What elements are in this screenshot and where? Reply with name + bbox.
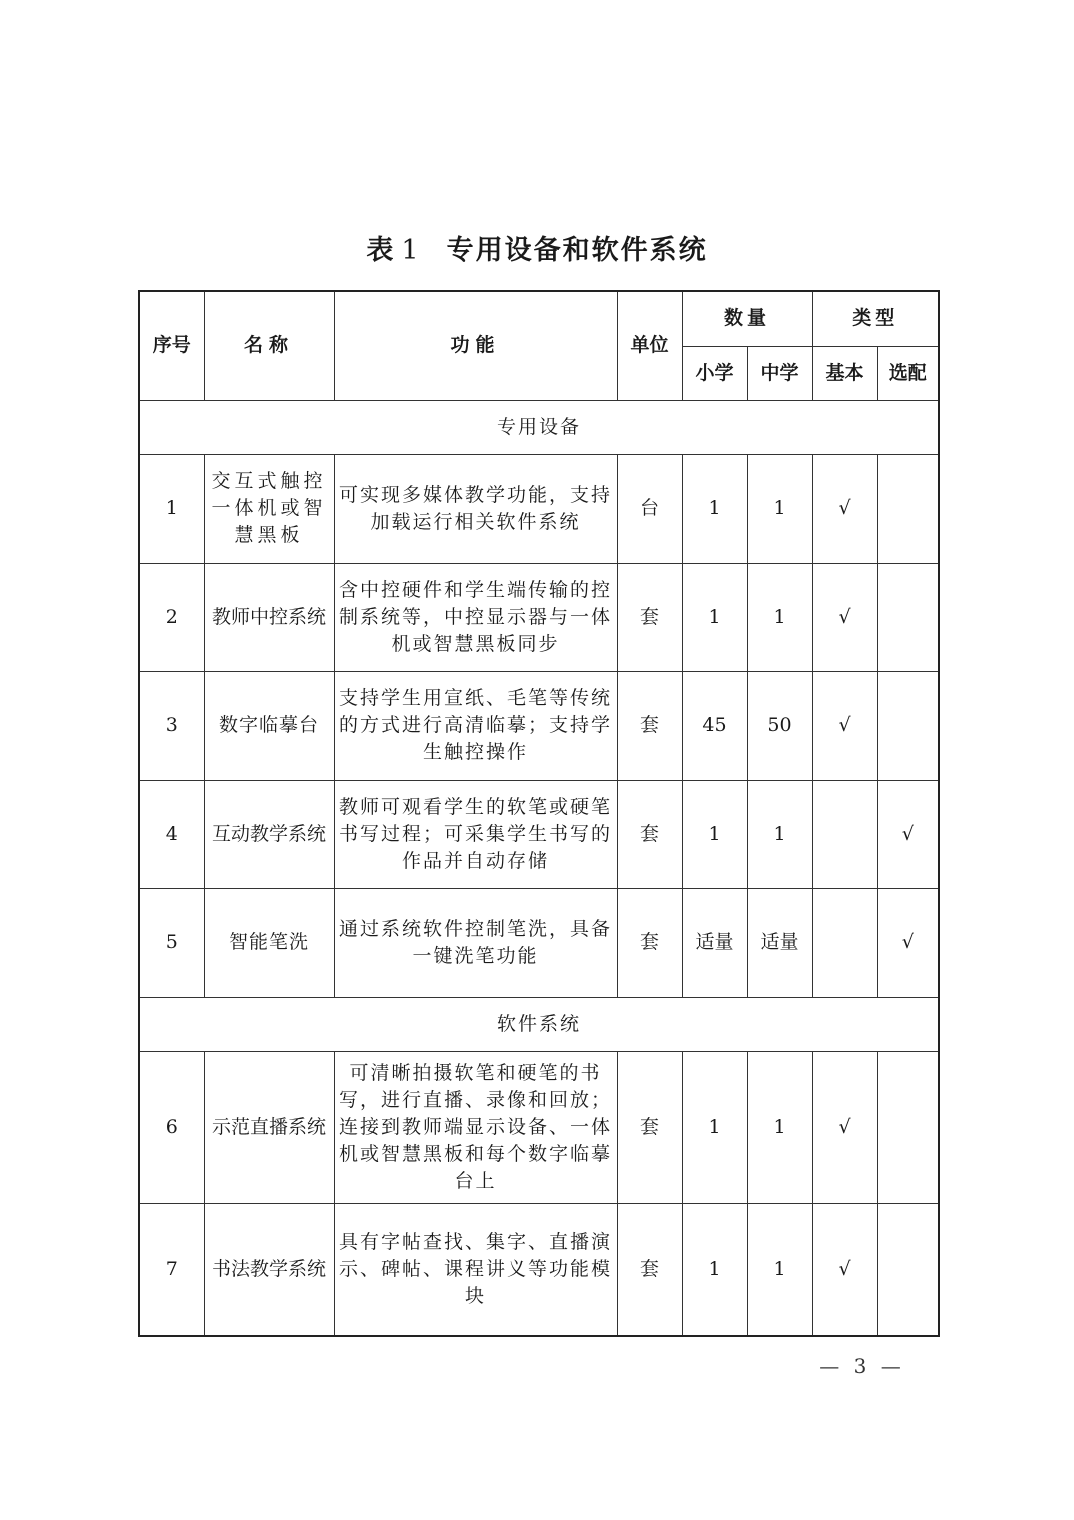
row-basic	[812, 780, 877, 888]
table-title-prefix: 表	[366, 235, 396, 266]
row-middle: 1	[747, 563, 812, 671]
row-unit: 套	[617, 1203, 682, 1336]
header-primary: 小学	[682, 346, 747, 400]
row-name: 交互式触控一体机或智慧黑板	[204, 454, 334, 563]
row-optional	[877, 454, 939, 563]
row-seq: 3	[139, 671, 204, 780]
row-primary: 1	[682, 780, 747, 888]
header-basic: 基本	[812, 346, 877, 400]
row-middle: 1	[747, 1203, 812, 1336]
section-label-equipment: 专用设备	[139, 400, 939, 454]
row-seq: 4	[139, 780, 204, 888]
table-title-text: 专用设备和软件系统	[446, 235, 708, 266]
row-seq: 7	[139, 1203, 204, 1336]
row-function: 含中控硬件和学生端传输的控制系统等，中控显示器与一体机或智慧黑板同步	[334, 563, 617, 671]
row-seq: 5	[139, 888, 204, 997]
row-primary: 1	[682, 454, 747, 563]
row-unit: 套	[617, 563, 682, 671]
row-basic	[812, 888, 877, 997]
row-function: 支持学生用宣纸、毛笔等传统的方式进行高清临摹；支持学生触控操作	[334, 671, 617, 780]
table-row	[139, 1203, 939, 1336]
row-optional: √	[877, 780, 939, 888]
row-function: 具有字帖查找、集字、直播演示、碑帖、课程讲义等功能模块	[334, 1203, 617, 1336]
row-middle: 50	[747, 671, 812, 780]
table-row	[139, 780, 939, 888]
row-primary: 1	[682, 563, 747, 671]
section-label-software: 软件系统	[139, 997, 939, 1051]
row-basic: √	[812, 454, 877, 563]
row-middle: 适量	[747, 888, 812, 997]
row-unit: 套	[617, 888, 682, 997]
row-function: 可清晰拍摄软笔和硬笔的书写，进行直播、录像和回放；连接到教师端显示设备、一体机或智慧黑板和每个数字临摹台上	[334, 1051, 617, 1203]
row-function: 通过系统软件控制笔洗，具备一键洗笔功能	[334, 888, 617, 997]
row-basic: √	[812, 1203, 877, 1336]
header-unit: 单位	[617, 291, 682, 400]
row-primary: 45	[682, 671, 747, 780]
row-primary: 1	[682, 1051, 747, 1203]
table-title	[0, 228, 1074, 267]
row-basic: √	[812, 563, 877, 671]
table-row	[139, 454, 939, 563]
header-type: 类型	[812, 291, 939, 346]
table-title-number: 1	[401, 235, 421, 266]
row-name: 智能笔洗	[204, 888, 334, 997]
row-seq: 6	[139, 1051, 204, 1203]
header-optional: 选配	[877, 346, 939, 400]
row-function: 教师可观看学生的软笔或硬笔书写过程；可采集学生书写的作品并自动存储	[334, 780, 617, 888]
header-function: 功能	[334, 291, 617, 400]
row-middle: 1	[747, 1051, 812, 1203]
row-unit: 套	[617, 1051, 682, 1203]
row-basic: √	[812, 1051, 877, 1203]
row-name: 示范直播系统	[204, 1051, 334, 1203]
row-optional	[877, 671, 939, 780]
row-unit: 套	[617, 671, 682, 780]
row-name: 互动教学系统	[204, 780, 334, 888]
row-name: 书法教学系统	[204, 1203, 334, 1336]
table-row	[139, 888, 939, 997]
row-optional	[877, 1051, 939, 1203]
equipment-table	[138, 290, 940, 1337]
row-seq: 1	[139, 454, 204, 563]
header-seq: 序号	[139, 291, 204, 400]
row-unit: 套	[617, 780, 682, 888]
table-row	[139, 671, 939, 780]
page-number: — 3 —	[819, 1354, 905, 1378]
row-primary: 1	[682, 1203, 747, 1336]
header-quantity: 数量	[682, 291, 812, 346]
row-middle: 1	[747, 780, 812, 888]
row-primary: 适量	[682, 888, 747, 997]
row-middle: 1	[747, 454, 812, 563]
row-optional	[877, 563, 939, 671]
row-optional	[877, 1203, 939, 1336]
row-basic: √	[812, 671, 877, 780]
row-name: 教师中控系统	[204, 563, 334, 671]
header-middle: 中学	[747, 346, 812, 400]
table-row	[139, 563, 939, 671]
row-seq: 2	[139, 563, 204, 671]
row-unit: 台	[617, 454, 682, 563]
header-name: 名称	[204, 291, 334, 400]
row-function: 可实现多媒体教学功能，支持加载运行相关软件系统	[334, 454, 617, 563]
table-row	[139, 1051, 939, 1203]
row-name: 数字临摹台	[204, 671, 334, 780]
row-optional: √	[877, 888, 939, 997]
